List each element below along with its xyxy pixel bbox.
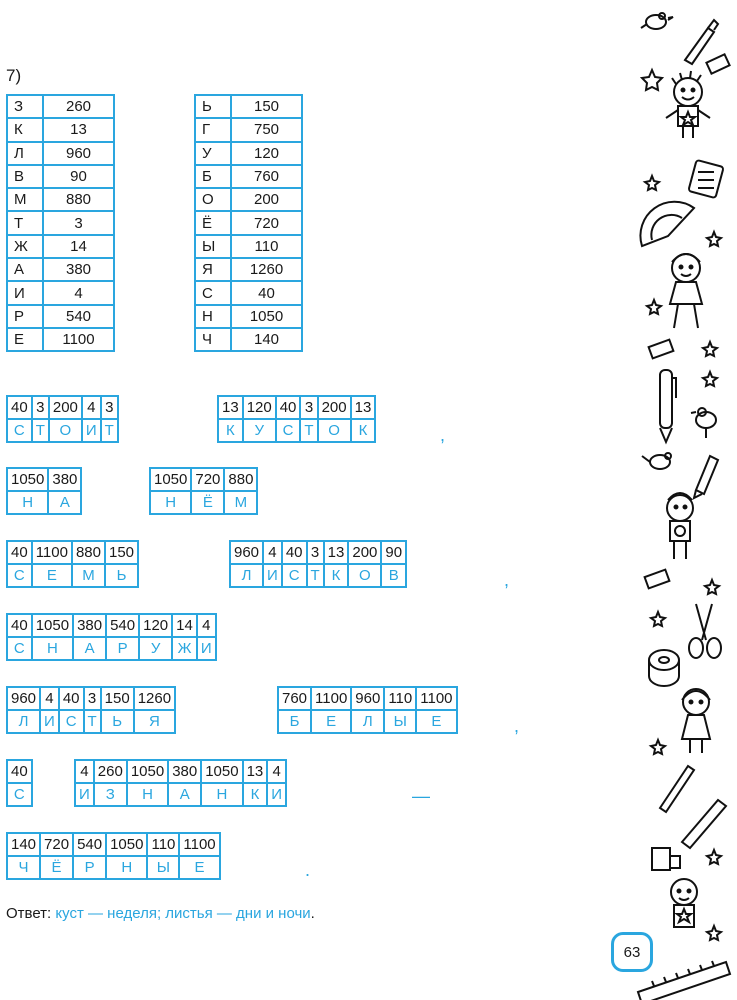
number-row [75, 760, 286, 783]
decoded-letter: К [243, 783, 268, 806]
key-letter: Ы [195, 235, 231, 258]
key-row [195, 328, 302, 351]
answer-line [6, 905, 315, 922]
key-letter: У [195, 142, 231, 165]
star-icon [651, 612, 665, 626]
word-table [217, 395, 376, 443]
star-icon [707, 232, 721, 246]
key-row [7, 95, 114, 118]
boy-icon [666, 71, 710, 138]
key-value: 120 [231, 142, 302, 165]
decoded-letter: М [224, 491, 257, 514]
decoded-letter: Е [179, 856, 219, 879]
decoded-letter: Ж [172, 637, 197, 660]
number-row [230, 541, 406, 564]
cipher-number: 110 [384, 687, 416, 710]
decoded-letter: Ч [7, 856, 40, 879]
word-table [6, 467, 82, 515]
decoded-letter: Т [300, 419, 317, 442]
decoded-letter: У [139, 637, 172, 660]
decoded-letter: Я [134, 710, 175, 733]
cipher-number: 380 [168, 760, 201, 783]
key-row [195, 281, 302, 304]
number-row [7, 687, 175, 710]
girl-icon [682, 689, 710, 753]
cipher-number: 540 [106, 614, 139, 637]
key-value: 960 [43, 142, 114, 165]
key-value: 90 [43, 165, 114, 188]
key-value: 760 [231, 165, 302, 188]
key-value: 380 [43, 258, 114, 281]
scissors-icon [689, 604, 721, 658]
word-table [6, 686, 176, 734]
cipher-number: 380 [73, 614, 106, 637]
cipher-number: 110 [147, 833, 179, 856]
cipher-number: 14 [172, 614, 197, 637]
margin-doodles [630, 0, 737, 1000]
period: . [305, 860, 311, 880]
decoded-letter: Н [106, 856, 147, 879]
key-row [195, 95, 302, 118]
key-letter: Г [195, 118, 231, 141]
page-number: 63 [611, 932, 653, 972]
decoded-row [150, 491, 257, 514]
decoded-letter: З [94, 783, 127, 806]
key-value: 14 [43, 235, 114, 258]
key-value: 260 [43, 95, 114, 118]
key-value: 4 [43, 281, 114, 304]
cipher-number: 1050 [106, 833, 147, 856]
decoded-letter: Т [101, 419, 118, 442]
key-letter: Ч [195, 328, 231, 351]
cipher-number: 1100 [416, 687, 456, 710]
key-letter: Ь [195, 95, 231, 118]
cipher-number: 3 [307, 541, 324, 564]
key-letter: Я [195, 258, 231, 281]
key-row [7, 118, 114, 141]
decoded-row [278, 710, 457, 733]
cipher-number: 150 [105, 541, 138, 564]
bird-icon [642, 453, 671, 469]
decoded-letter: И [82, 419, 101, 442]
star-icon [651, 740, 665, 754]
pen-icon [660, 370, 676, 442]
key-value: 110 [231, 235, 302, 258]
cipher-number: 90 [381, 541, 406, 564]
key-letter: К [7, 118, 43, 141]
key-row [7, 281, 114, 304]
cipher-number: 1050 [150, 468, 191, 491]
cipher-number: 40 [7, 396, 32, 419]
decoded-letter: Ы [384, 710, 416, 733]
decoded-letter: О [49, 419, 82, 442]
decoded-letter: Л [351, 710, 384, 733]
decoded-letter: Р [73, 856, 106, 879]
cipher-number: 150 [101, 687, 134, 710]
answer-period: . [310, 905, 315, 922]
fountain-pen-icon [682, 800, 726, 848]
decoded-letter: Н [201, 783, 242, 806]
key-letter: Б [195, 165, 231, 188]
word-table [6, 832, 221, 880]
comma: , [504, 570, 510, 590]
number-row [150, 468, 257, 491]
decoded-letter: Е [32, 564, 72, 587]
decoded-row [7, 419, 118, 442]
cipher-number: 13 [324, 541, 349, 564]
decoded-row [7, 783, 32, 806]
decoded-row [230, 564, 406, 587]
key-letter: Л [7, 142, 43, 165]
decoded-letter: С [7, 564, 32, 587]
key-row [7, 165, 114, 188]
number-row [7, 833, 220, 856]
number-row [218, 396, 375, 419]
key-value: 150 [231, 95, 302, 118]
key-letter: О [195, 188, 231, 211]
key-row [7, 188, 114, 211]
cipher-number: 13 [218, 396, 243, 419]
decoded-row [218, 419, 375, 442]
bird-icon [641, 13, 673, 29]
decoded-letter: К [324, 564, 349, 587]
key-letter: М [7, 188, 43, 211]
comma: , [440, 425, 446, 445]
word-table [149, 467, 258, 515]
ruler-icon [638, 961, 730, 1000]
key-row [195, 235, 302, 258]
star-icon [707, 926, 721, 940]
star-icon [707, 850, 721, 864]
decoded-letter: С [7, 419, 32, 442]
cipher-number: 3 [84, 687, 101, 710]
decoded-letter: Т [84, 710, 101, 733]
cipher-number: 260 [94, 760, 127, 783]
task-number: 7) [6, 66, 22, 85]
cipher-number: 4 [267, 760, 286, 783]
answer-text: куст — неделя; листья — дни и ночи [55, 905, 311, 922]
bird-icon [691, 408, 716, 438]
cipher-number: 760 [278, 687, 311, 710]
key-letter: Ж [7, 235, 43, 258]
key-value: 1100 [43, 328, 114, 351]
key-value: 880 [43, 188, 114, 211]
word-table [277, 686, 458, 734]
word-table [229, 540, 407, 588]
cipher-number: 720 [191, 468, 224, 491]
boy-icon [671, 879, 697, 927]
decoded-letter: Н [7, 491, 48, 514]
cipher-number: 540 [73, 833, 106, 856]
key-row [195, 211, 302, 234]
key-row [7, 328, 114, 351]
key-row [195, 305, 302, 328]
star-icon [705, 580, 719, 594]
dash: — [412, 786, 430, 806]
decoded-letter: С [59, 710, 84, 733]
decoded-letter: Л [230, 564, 263, 587]
decoded-row [7, 491, 81, 514]
cipher-number: 200 [49, 396, 82, 419]
brush-icon [685, 20, 718, 64]
cipher-number: 40 [59, 687, 84, 710]
number-row [7, 541, 138, 564]
cipher-number: 4 [40, 687, 59, 710]
decoded-letter: Е [416, 710, 456, 733]
key-row [7, 305, 114, 328]
key-value: 1260 [231, 258, 302, 281]
cipher-number: 880 [72, 541, 105, 564]
cipher-number: 3 [300, 396, 317, 419]
cipher-number: 1050 [7, 468, 48, 491]
decoded-letter: М [72, 564, 105, 587]
decoded-letter: О [318, 419, 351, 442]
cipher-number: 120 [243, 396, 276, 419]
decoded-row [7, 710, 175, 733]
key-letter: Н [195, 305, 231, 328]
star-icon [647, 300, 661, 314]
cipher-number: 960 [7, 687, 40, 710]
eraser-icon [649, 340, 674, 359]
decoded-letter: И [267, 783, 286, 806]
cipher-key-left [6, 94, 115, 352]
decoded-letter: Ь [105, 564, 138, 587]
key-row [195, 258, 302, 281]
eraser-icon [706, 54, 729, 73]
comma: , [514, 716, 520, 736]
decoded-letter: Ы [147, 856, 179, 879]
decoded-letter: Н [32, 637, 73, 660]
decoded-letter: И [197, 637, 216, 660]
answer-label: Ответ: [6, 905, 52, 922]
word-table [6, 540, 139, 588]
key-value: 13 [43, 118, 114, 141]
cipher-number: 960 [230, 541, 263, 564]
decoded-letter: А [73, 637, 106, 660]
eraser-icon [645, 570, 670, 589]
cipher-number: 40 [7, 760, 32, 783]
cipher-number: 1260 [134, 687, 175, 710]
key-value: 3 [43, 211, 114, 234]
decoded-letter: С [7, 637, 32, 660]
number-row [278, 687, 457, 710]
key-letter: В [7, 165, 43, 188]
decoded-letter: Т [307, 564, 324, 587]
boy-icon [667, 493, 693, 559]
cipher-number: 1100 [32, 541, 72, 564]
word-table [6, 395, 119, 443]
key-row [195, 188, 302, 211]
number-row [7, 760, 32, 783]
cipher-number: 140 [7, 833, 40, 856]
word-table [74, 759, 287, 807]
cipher-number: 4 [75, 760, 94, 783]
sharpener-icon [652, 848, 680, 870]
key-row [195, 165, 302, 188]
key-value: 540 [43, 305, 114, 328]
tape-icon [649, 650, 679, 686]
key-row [7, 211, 114, 234]
decoded-letter: Р [106, 637, 139, 660]
decoded-letter: Т [32, 419, 49, 442]
decoded-letter: С [276, 419, 301, 442]
cipher-number: 1050 [32, 614, 73, 637]
decoded-letter: К [218, 419, 243, 442]
decoded-letter: Н [150, 491, 191, 514]
word-table [6, 613, 217, 661]
cipher-key-right [194, 94, 303, 352]
decoded-letter: Ь [101, 710, 134, 733]
decoded-row [7, 856, 220, 879]
decoded-letter: У [243, 419, 276, 442]
cipher-number: 4 [263, 541, 282, 564]
decoded-letter: И [75, 783, 94, 806]
cipher-number: 13 [243, 760, 268, 783]
key-value: 200 [231, 188, 302, 211]
key-letter: З [7, 95, 43, 118]
decoded-row [75, 783, 286, 806]
key-row [195, 118, 302, 141]
decoded-letter: Л [7, 710, 40, 733]
key-value: 1050 [231, 305, 302, 328]
star-icon [703, 372, 717, 386]
key-value: 750 [231, 118, 302, 141]
decoded-row [7, 564, 138, 587]
protractor-icon [640, 202, 694, 246]
decoded-letter: С [7, 783, 32, 806]
decoded-letter: А [48, 491, 81, 514]
decoded-letter: В [381, 564, 406, 587]
cipher-number: 1100 [179, 833, 219, 856]
key-row [7, 142, 114, 165]
decoded-letter: Б [278, 710, 311, 733]
decoded-letter: Ё [40, 856, 73, 879]
decoded-letter: И [40, 710, 59, 733]
decoded-letter: Н [127, 783, 168, 806]
cipher-number: 200 [318, 396, 351, 419]
number-row [7, 468, 81, 491]
number-row [7, 614, 216, 637]
cipher-number: 40 [276, 396, 301, 419]
key-letter: Р [7, 305, 43, 328]
star-icon [645, 176, 659, 190]
word-table [6, 759, 33, 807]
key-letter: Т [7, 211, 43, 234]
key-value: 140 [231, 328, 302, 351]
key-value: 720 [231, 211, 302, 234]
key-letter: Ё [195, 211, 231, 234]
cipher-number: 1050 [201, 760, 242, 783]
pencil-icon [694, 456, 718, 498]
key-letter: И [7, 281, 43, 304]
key-row [7, 235, 114, 258]
cipher-number: 880 [224, 468, 257, 491]
cipher-number: 720 [40, 833, 73, 856]
cipher-number: 120 [139, 614, 172, 637]
cipher-number: 4 [82, 396, 101, 419]
star-icon [642, 70, 662, 90]
cipher-number: 40 [282, 541, 307, 564]
decoded-letter: Ё [191, 491, 224, 514]
cipher-number: 3 [32, 396, 49, 419]
cipher-number: 200 [348, 541, 381, 564]
key-row [195, 142, 302, 165]
key-row [7, 258, 114, 281]
cipher-number: 380 [48, 468, 81, 491]
decoded-letter: К [351, 419, 376, 442]
girl-icon [670, 254, 702, 328]
key-value: 40 [231, 281, 302, 304]
pen-icon [660, 766, 694, 812]
cipher-number: 40 [7, 614, 32, 637]
sharpener-icon [688, 160, 723, 198]
key-letter: С [195, 281, 231, 304]
star-icon [703, 342, 717, 356]
cipher-number: 1100 [311, 687, 351, 710]
key-letter: Е [7, 328, 43, 351]
cipher-number: 1050 [127, 760, 168, 783]
decoded-letter: Е [311, 710, 351, 733]
cipher-number: 40 [7, 541, 32, 564]
cipher-number: 13 [351, 396, 376, 419]
key-letter: А [7, 258, 43, 281]
cipher-number: 3 [101, 396, 118, 419]
decoded-letter: С [282, 564, 307, 587]
cipher-number: 960 [351, 687, 384, 710]
decoded-letter: А [168, 783, 201, 806]
decoded-letter: И [263, 564, 282, 587]
number-row [7, 396, 118, 419]
cipher-number: 4 [197, 614, 216, 637]
decoded-row [7, 637, 216, 660]
decoded-letter: О [348, 564, 381, 587]
